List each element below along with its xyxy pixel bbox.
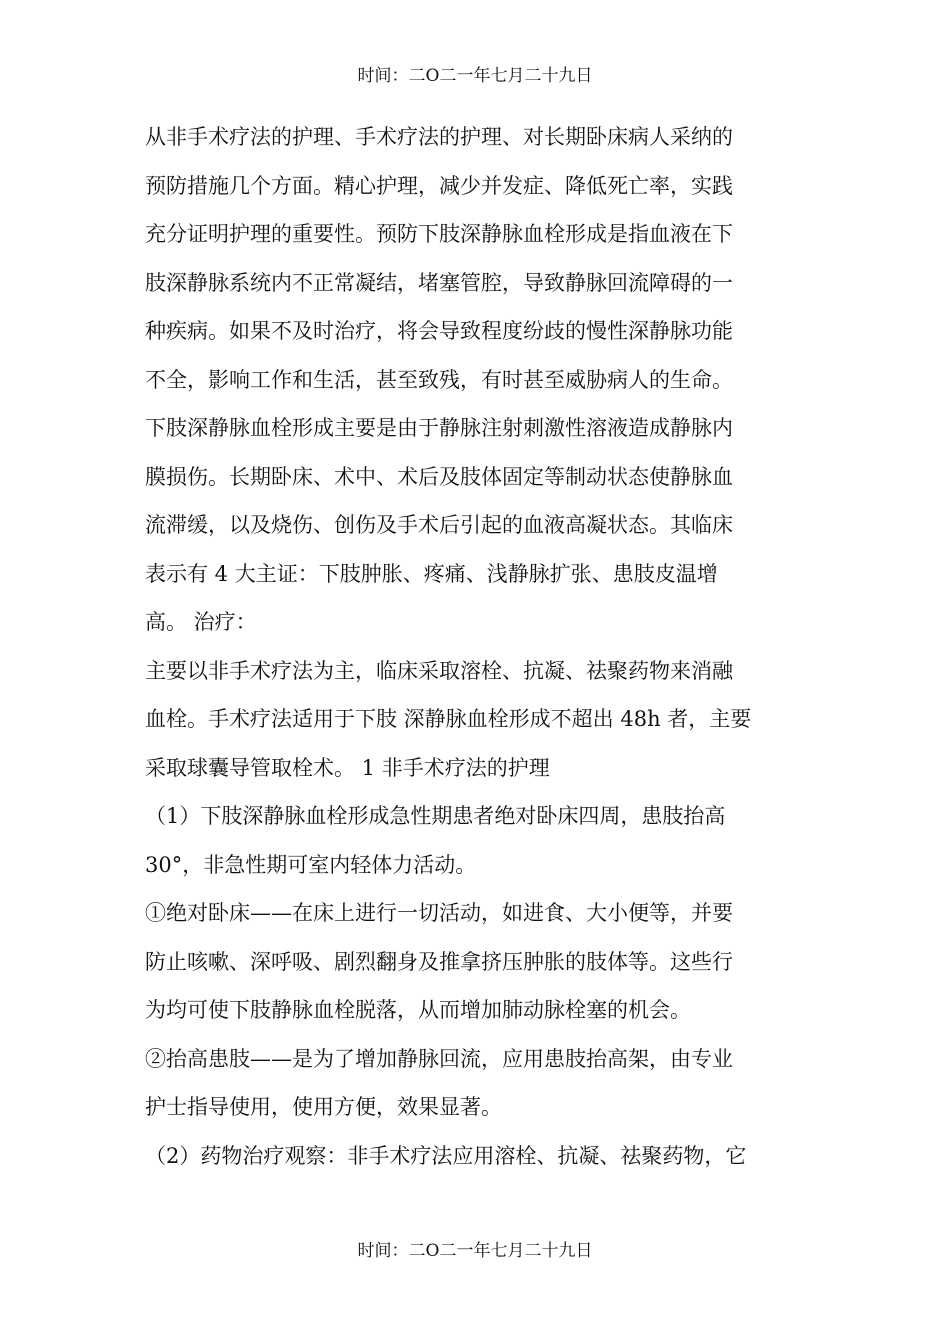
document-body — [145, 113, 810, 1180]
body-line: 不全，影响工作和生活，甚至致残，有时甚至威胁病人的生命。 — [145, 367, 733, 392]
body-line: （1）下肢深静脉血栓形成急性期患者绝对卧床四周，患肢抬高 — [145, 804, 726, 828]
body-line: 下肢深静脉血栓形成主要是由于静脉注射刺激性溶液造成静脉内 — [145, 416, 733, 440]
body-line: 表示有 4 大主证：下肢肿胀、疼痛、浅静脉扩张、患肢皮温增 — [145, 561, 718, 586]
body-line: 为均可使下肢静脉血栓脱落，从而增加肺动脉栓塞的机会。 — [145, 998, 691, 1022]
body-line: 膜损伤。长期卧床、术中、术后及肢体固定等制动状态使静脉血 — [145, 464, 733, 489]
body-line: （2）药物治疗观察：非手术疗法应用溶栓、抗凝、祛聚药物，它 — [145, 1143, 747, 1168]
body-line: 高。 治疗： — [145, 610, 257, 634]
body-line: ①绝对卧床——在床上进行一切活动，如进食、大小便等，并要 — [145, 901, 733, 925]
body-line: 采取球囊导管取栓术。 1 非手术疗法的护理 — [145, 755, 550, 780]
body-line: ②抬高患肢——是为了增加静脉回流，应用患肢抬高架，由专业 — [145, 1046, 733, 1071]
body-line: 充分证明护理的重要性。预防下肢深静脉血栓形成是指血液在下 — [145, 222, 733, 246]
body-line: 主要以非手术疗法为主，临床采取溶栓、抗凝、祛聚药物来消融 — [145, 658, 733, 683]
body-line: 从非手术疗法的护理、手术疗法的护理、对长期卧床病人采纳的 — [145, 125, 733, 149]
page-footer: 时间：二O二一年七月二十九日 — [357, 1241, 593, 1261]
body-line: 预防措施几个方面。精心护理，减少并发症、降低死亡率，实践 — [145, 173, 733, 198]
body-line: 30°，非急性期可室内轻体力活动。 — [145, 852, 477, 877]
body-line: 流滞缓，以及烧伤、创伤及手术后引起的血液高凝状态。其临床 — [145, 513, 733, 537]
body-line: 护士指导使用，使用方便，效果显著。 — [145, 1095, 502, 1119]
body-line: 肢深静脉系统内不正常凝结，堵塞管腔，导致静脉回流障碍的一 — [145, 270, 733, 295]
body-line: 种疾病。如果不及时治疗，将会导致程度纷歧的慢性深静脉功能 — [145, 319, 733, 343]
body-line: 防止咳嗽、深呼吸、剧烈翻身及推拿挤压肿胀的肢体等。这些行 — [145, 949, 733, 974]
page-header: 时间：二O二一年七月二十九日 — [357, 66, 593, 86]
body-line: 血栓。手术疗法适用于下肢 深静脉血栓形成不超出 48h 者，主要 — [145, 707, 752, 731]
